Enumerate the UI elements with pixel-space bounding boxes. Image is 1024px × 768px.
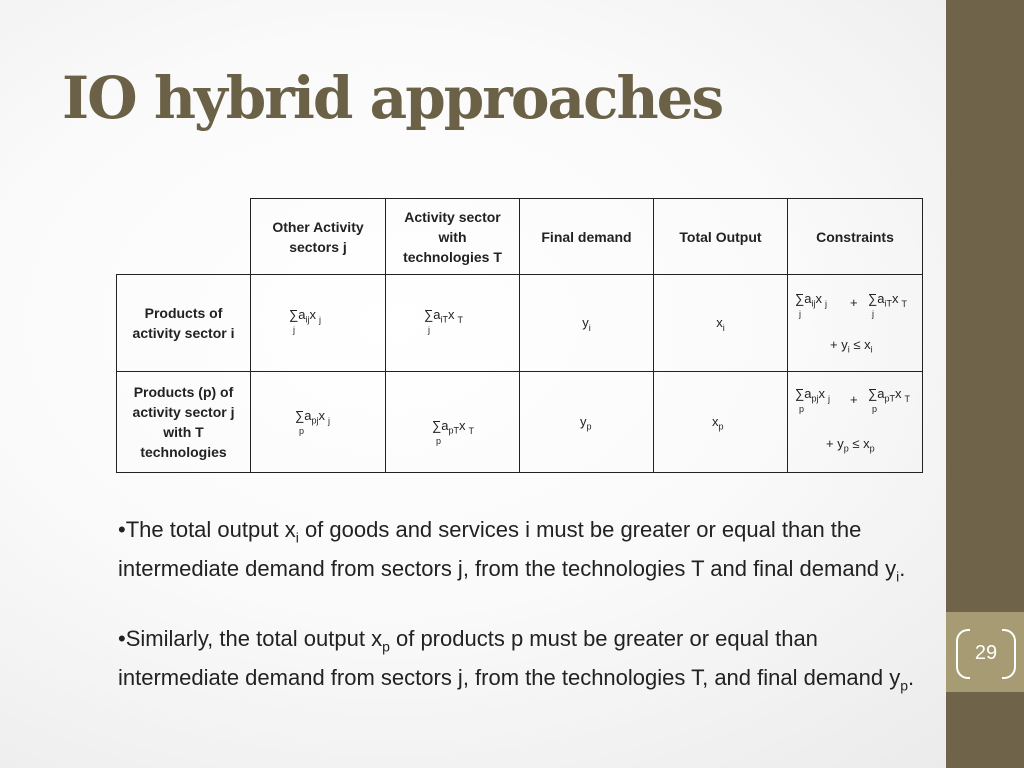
sum-expression: $\sum a_{iT}x$ $_T$ [424,307,464,325]
header-final-demand: Final demand [520,199,654,275]
constraint-term-1: $\sum a_{ij}x$ $_j$ [795,291,828,309]
table-row [117,275,923,372]
cell-total-output [654,372,788,473]
io-table [116,198,923,473]
plus-sign: + [850,295,858,310]
bullet-list [118,514,938,732]
bullet-item: •The total output $x_i$ of goods and services i must be greater or equal than the intermediate demand from sectors j, from the technologies T and final demand $y_i$. [118,517,906,585]
table-row [117,372,923,473]
cell-final-demand [520,372,654,473]
sum-expression: $\sum a_{ij}x$ $_j$ [289,307,322,325]
constraint-inequality: + $y_p \le x_p$ [826,436,875,454]
constraint-term-2: $\sum a_{iT}x$ $_T$ [868,291,908,309]
sum-expression: $\sum a_{pj}x$ $_j$ [295,408,331,426]
corner-cell [117,199,251,275]
row-label: Products (p) of activity sector j with T technologies [117,372,251,473]
constraint-inequality: + $y_i \le x_i$ [830,337,873,355]
cell-tech-sectors: $\sum a_{pT}x$ $_T$ p [386,372,520,473]
plus-sign: + [850,392,858,407]
cell-other-sectors: $\sum a_{ij}x$ $_j$ j [251,275,386,372]
header-tech-sectors: Activity sector with technologies T [386,199,520,275]
page-number: 29 [974,641,998,664]
final-demand-value: $y_p$ [580,414,592,432]
cell-other-sectors: $\sum a_{pj}x$ $_j$ p [251,372,386,473]
header-total-output: Total Output [654,199,788,275]
total-output-value: $x_p$ [712,414,724,432]
header-row [117,199,923,275]
sum-expression: $\sum a_{pT}x$ $_T$ [432,418,475,436]
header-other-sectors: Other Activity sectors j [251,199,386,275]
cell-final-demand: $y_i$ [520,275,654,372]
cell-total-output: $x_i$ [654,275,788,372]
page-number-badge [956,629,1016,677]
right-bracket-icon [1002,629,1016,679]
constraint-term-1: $\sum a_{pj}x$ $_j$ [795,386,831,404]
cell-constraint: $\sum a_{ij}x$ $_j$ j + $\sum a_{iT}x$ $_T$ j + $y_i \le x_i$ [788,275,923,372]
header-constraints: Constraints [788,199,923,275]
left-bracket-icon [956,629,970,679]
cell-constraint: $\sum a_{pj}x$ $_j$ p + $\sum a_{pT}x$ $_T$ p + $y_p \le x_p$ [788,372,923,473]
row-label: Products of activity sector i [117,275,251,372]
slide-title: IO hybrid approaches [62,64,723,132]
constraint-term-2: $\sum a_{pT}x$ $_T$ [868,386,911,404]
cell-tech-sectors: $\sum a_{iT}x$ $_T$ j [386,275,520,372]
bullet-item: •Similarly, the total output $x_p$ of products p must be greater or equal than intermediate demand from sectors j, from the technologies T, and final demand $y_p$. [118,625,915,694]
